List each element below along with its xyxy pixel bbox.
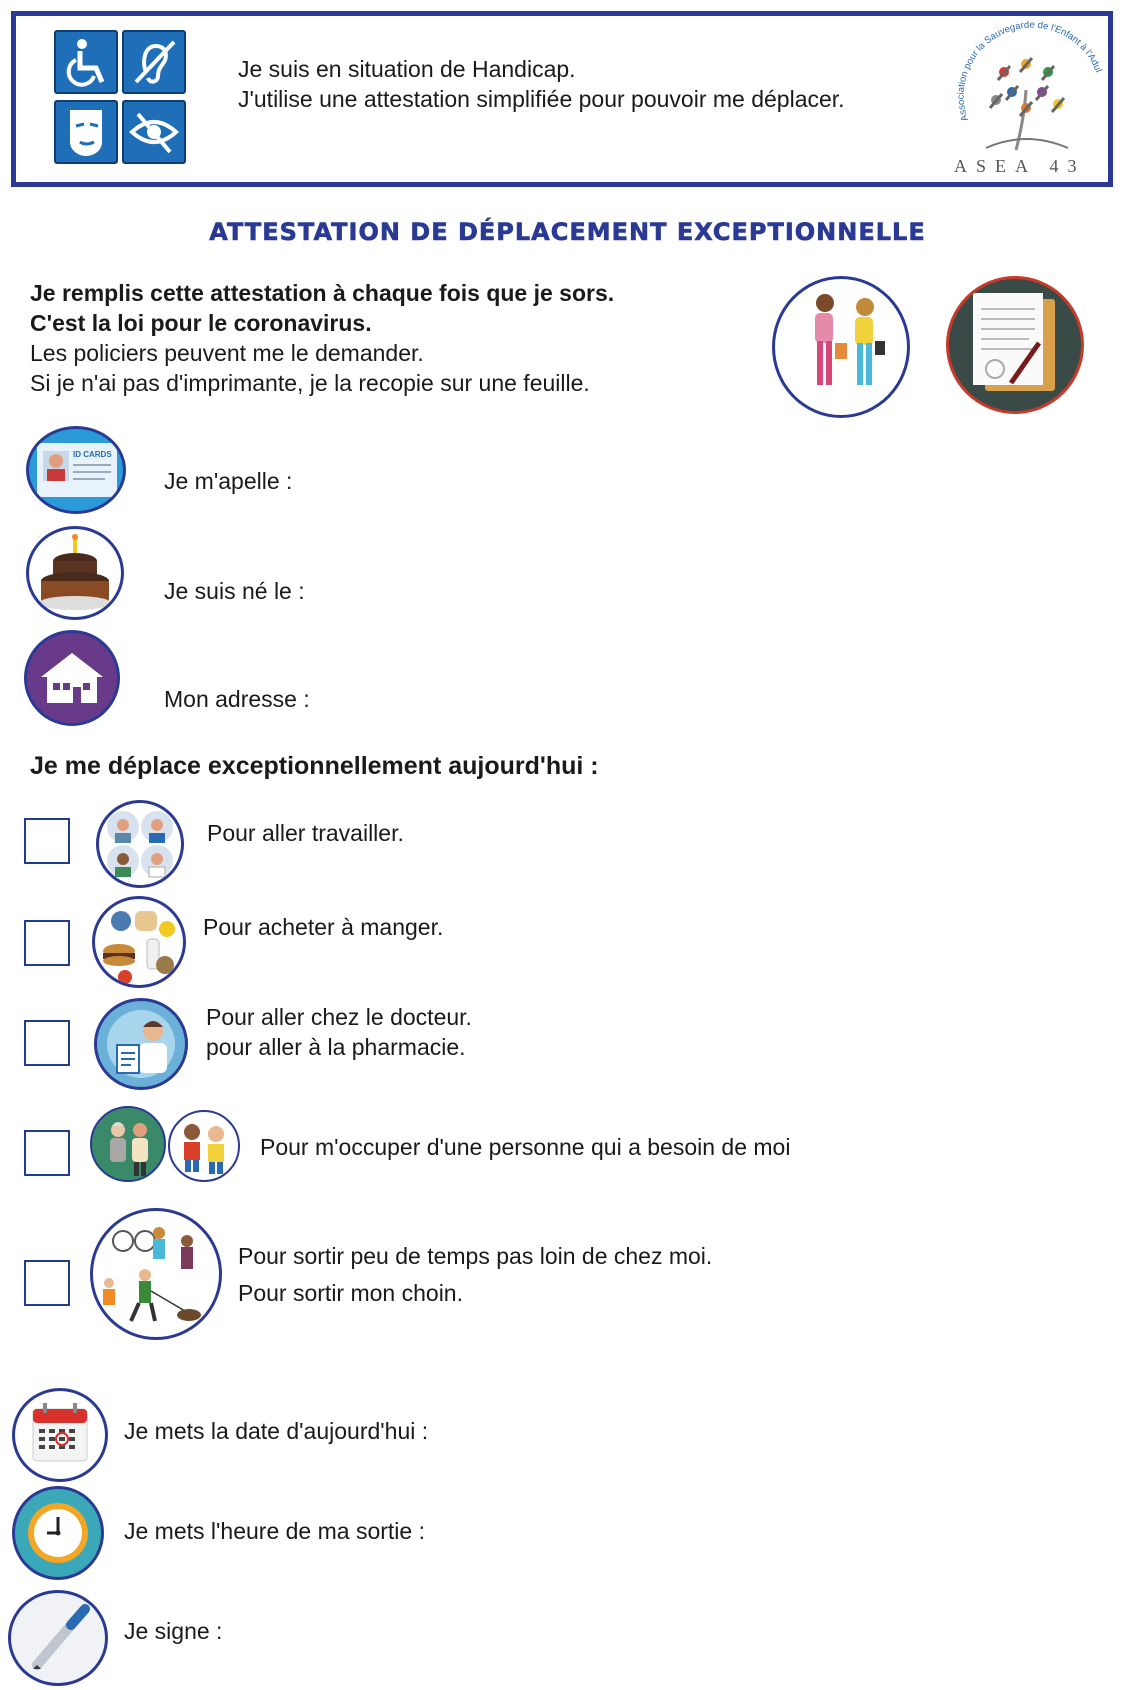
intro-line-2: C'est la loi pour le coronavirus. — [30, 310, 372, 336]
hearing-impaired-icon — [122, 30, 186, 94]
reason-work-label: Pour aller travailler. — [207, 820, 404, 846]
elderly-care-icon — [90, 1106, 166, 1182]
clock-icon — [12, 1486, 104, 1580]
page-title: ATTESTATION DE DÉPLACEMENT EXCEPTIONNELLE — [209, 218, 926, 246]
id-card-text: ID CARDS — [73, 450, 112, 459]
intro-line-1: Je remplis cette attestation à chaque fois que je sors. — [30, 280, 615, 306]
header-text — [238, 54, 845, 114]
checkbox-walk[interactable] — [24, 1260, 70, 1306]
walk-dog-icon — [90, 1208, 222, 1340]
document-pen-illustration — [946, 276, 1084, 414]
women-walking-illustration — [772, 276, 910, 418]
logo-arc-text: Association pour la Sauvegarde de l'Enfant à l'Adul — [955, 20, 1104, 123]
checkbox-work[interactable] — [24, 818, 70, 864]
logo-tree-graphic — [946, 20, 1106, 160]
visually-impaired-icon — [122, 100, 186, 164]
date-label: Je mets la date d'aujourd'hui : — [124, 1418, 429, 1444]
doctor-icon — [94, 998, 188, 1090]
reason-doctor-line-1: Pour aller chez le docteur. — [206, 1004, 472, 1030]
intro-text — [30, 278, 614, 398]
id-card-icon — [26, 426, 126, 514]
time-label: Je mets l'heure de ma sortie : — [124, 1518, 425, 1544]
logo-name: ASEA 43 — [954, 156, 1086, 176]
sign-label: Je signe : — [124, 1618, 223, 1644]
reason-walk-line-2: Pour sortir mon choin. — [238, 1280, 463, 1306]
intro-line-3: Les policiers peuvent me le demander. — [30, 340, 424, 366]
reason-walk-line-1: Pour sortir peu de temps pas loin de chez moi. — [238, 1243, 713, 1269]
birth-date-label: Je suis né le : — [164, 578, 305, 604]
workers-icon — [96, 800, 184, 888]
birthday-cake-icon — [26, 526, 124, 620]
calendar-icon — [12, 1388, 108, 1482]
pen-icon — [8, 1590, 108, 1686]
checkbox-doctor[interactable] — [24, 1020, 70, 1066]
asea-logo — [946, 20, 1106, 180]
address-label: Mon adresse : — [164, 686, 310, 712]
reasons-heading: Je me déplace exceptionnellement aujourd'hui : — [30, 752, 599, 780]
reason-doctor-line-2: pour aller à la pharmacie. — [206, 1034, 466, 1060]
mental-disability-icon — [54, 100, 118, 164]
house-icon — [24, 630, 120, 726]
checkbox-care[interactable] — [24, 1130, 70, 1176]
reason-food-label: Pour acheter à manger. — [203, 914, 444, 940]
header-line-1: Je suis en situation de Handicap. — [238, 56, 576, 82]
food-icon — [92, 896, 186, 988]
header-line-2: J'utilise une attestation simplifiée pour pouvoir me déplacer. — [238, 86, 845, 112]
checkbox-food[interactable] — [24, 920, 70, 966]
name-label: Je m'apelle : — [164, 468, 293, 494]
reason-doctor-label — [206, 1002, 472, 1062]
header-banner — [11, 11, 1113, 187]
reason-care-label: Pour m'occuper d'une personne qui a besoin de moi — [260, 1134, 791, 1160]
intro-line-4: Si je n'ai pas d'imprimante, je la recopie sur une feuille. — [30, 370, 590, 396]
children-care-icon — [168, 1110, 240, 1182]
wheelchair-icon — [54, 30, 118, 94]
reason-walk-label — [238, 1238, 712, 1312]
